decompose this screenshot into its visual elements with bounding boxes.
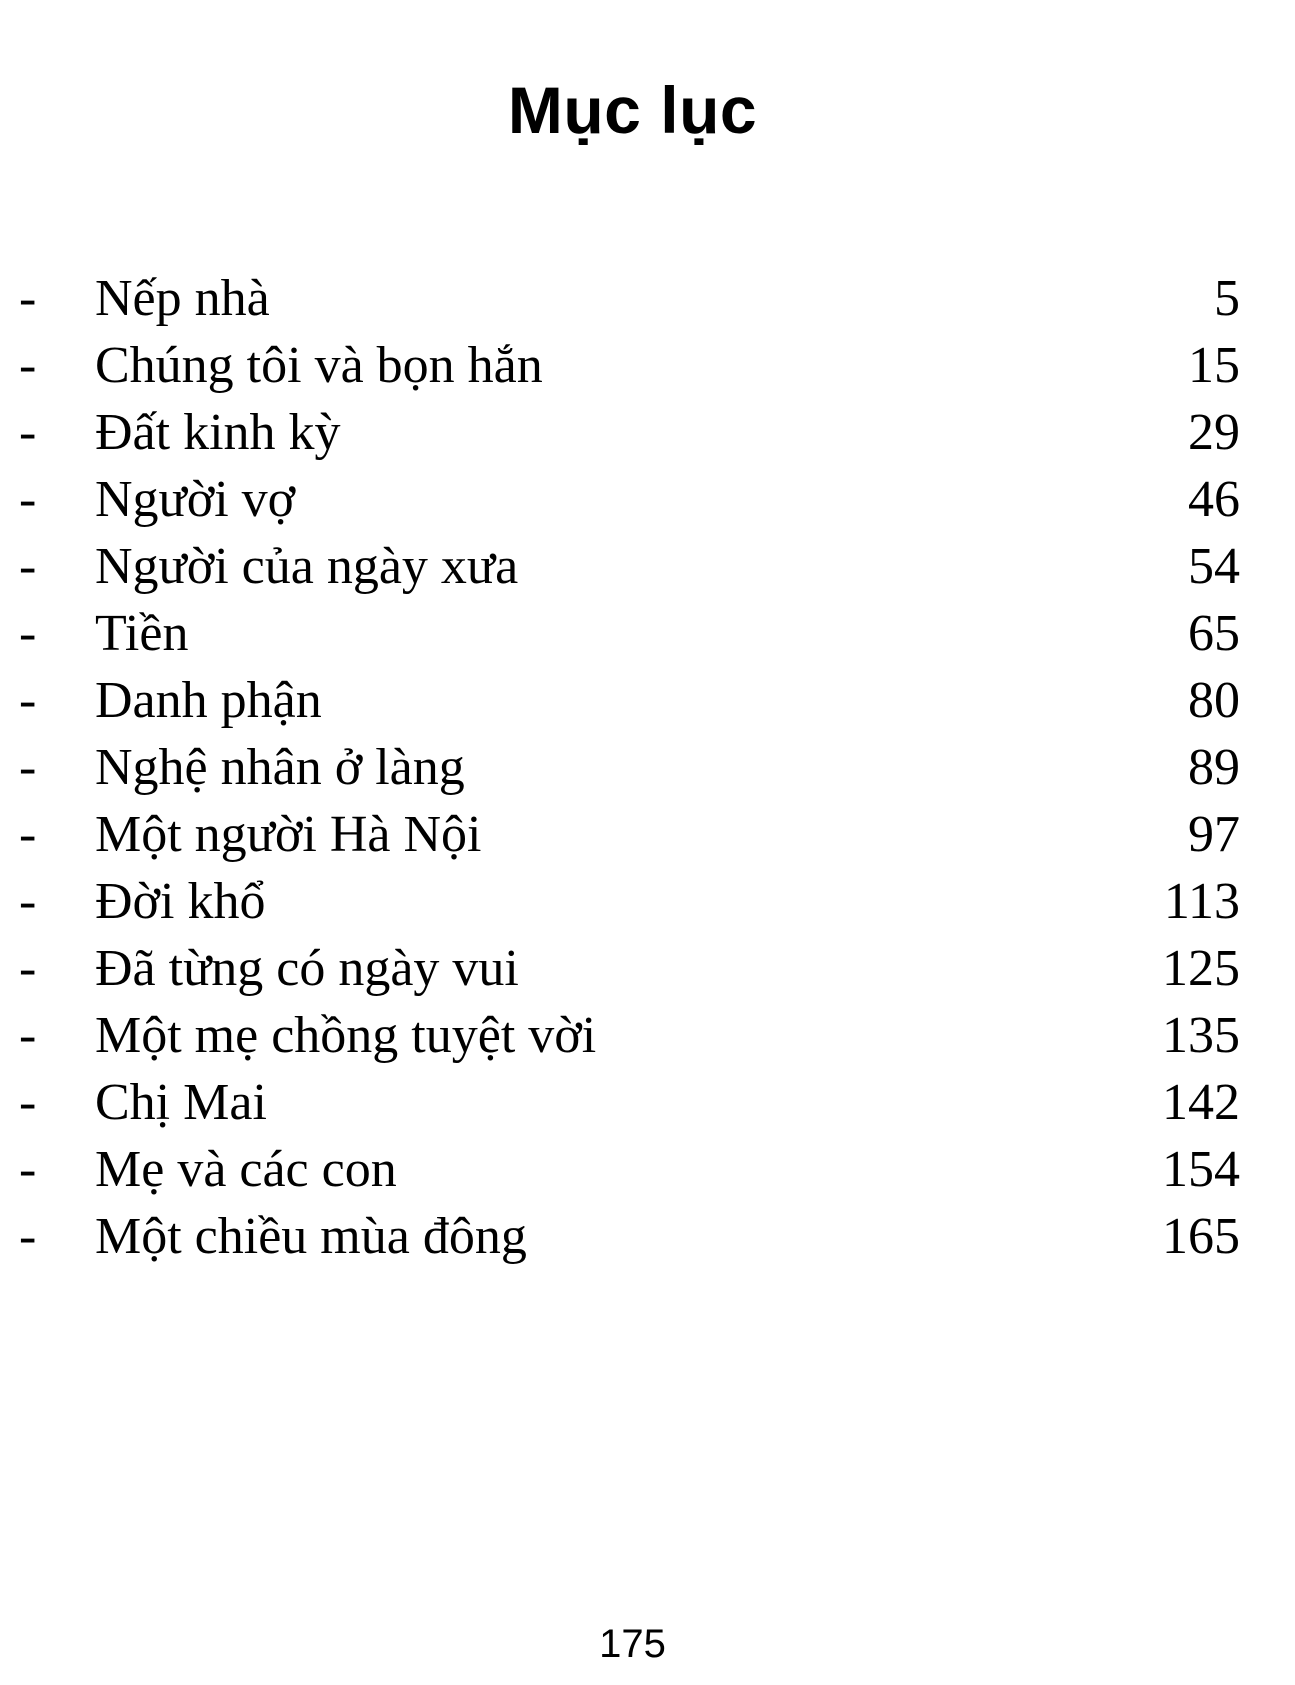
toc-entry-page: 29 <box>1188 404 1240 461</box>
toc-entry-page: 65 <box>1188 605 1240 662</box>
toc-entry-page: 135 <box>1162 1007 1240 1064</box>
toc-dash: - <box>19 471 37 528</box>
toc-entry-page: 80 <box>1188 672 1240 729</box>
toc-entry-title: Tiền <box>95 605 189 662</box>
toc-dash: - <box>19 873 37 930</box>
toc-dash: - <box>19 605 37 662</box>
toc-entry-page: 54 <box>1188 538 1240 595</box>
toc-dash: - <box>19 672 37 729</box>
toc-entry-title: Nếp nhà <box>95 270 270 327</box>
toc-entry-title: Người vợ <box>95 471 296 528</box>
toc-entry-page: 46 <box>1188 471 1240 528</box>
page-number: 175 <box>599 1622 666 1666</box>
toc-entry[interactable] <box>0 332 1240 399</box>
toc-entry-title: Đời khổ <box>95 873 266 930</box>
toc-entry-title: Đất kinh kỳ <box>95 404 341 461</box>
toc-entry[interactable] <box>0 801 1240 868</box>
toc-entry-page: 97 <box>1188 806 1240 863</box>
toc-entry-page: 142 <box>1162 1074 1240 1131</box>
toc-dash: - <box>19 739 37 796</box>
toc-entry-title: Chị Mai <box>95 1074 267 1131</box>
toc-entry-page: 125 <box>1162 940 1240 997</box>
toc-entry[interactable] <box>0 667 1240 734</box>
toc-dash: - <box>19 1074 37 1131</box>
toc-dash: - <box>19 538 37 595</box>
toc-entry[interactable] <box>0 935 1240 1002</box>
toc-entry-title: Danh phận <box>95 672 322 729</box>
toc-dash: - <box>19 806 37 863</box>
toc-entry-title: Một người Hà Nội <box>95 806 482 863</box>
toc-entry-title: Chúng tôi và bọn hắn <box>95 337 543 394</box>
toc-entry[interactable] <box>0 533 1240 600</box>
toc-entry[interactable] <box>0 1069 1240 1136</box>
toc-entry-title: Nghệ nhân ở làng <box>95 739 465 796</box>
toc-dash: - <box>19 1208 37 1265</box>
toc-entry[interactable] <box>0 734 1240 801</box>
toc-entry-title: Đã từng có ngày vui <box>95 940 519 997</box>
toc-entry-title: Mẹ và các con <box>95 1141 397 1198</box>
page-title: Mục lục <box>507 73 758 148</box>
toc-entry[interactable] <box>0 1136 1240 1203</box>
toc-entry[interactable] <box>0 868 1240 935</box>
toc-entry[interactable] <box>0 466 1240 533</box>
toc-entry[interactable] <box>0 399 1240 466</box>
toc-entry-page: 165 <box>1162 1208 1240 1265</box>
toc-dash: - <box>19 1007 37 1064</box>
toc-dash: - <box>19 270 37 327</box>
toc-entry-page: 154 <box>1162 1141 1240 1198</box>
toc-dash: - <box>19 404 37 461</box>
toc-entry-page: 113 <box>1163 873 1240 930</box>
toc-entry[interactable] <box>0 1002 1240 1069</box>
toc-entry[interactable] <box>0 600 1240 667</box>
toc-entry[interactable] <box>0 265 1240 332</box>
toc-dash: - <box>19 337 37 394</box>
toc-dash: - <box>19 940 37 997</box>
toc-dash: - <box>19 1141 37 1198</box>
toc-entry-page: 5 <box>1214 270 1240 327</box>
toc-entry-title: Một chiều mùa đông <box>95 1208 527 1265</box>
toc-entry[interactable] <box>0 1203 1240 1270</box>
toc-entry-page: 15 <box>1188 337 1240 394</box>
toc-entry-page: 89 <box>1188 739 1240 796</box>
toc-entry-title: Người của ngày xưa <box>95 538 519 595</box>
table-of-contents <box>0 265 1240 1270</box>
toc-entry-title: Một mẹ chồng tuyệt vời <box>95 1007 597 1064</box>
